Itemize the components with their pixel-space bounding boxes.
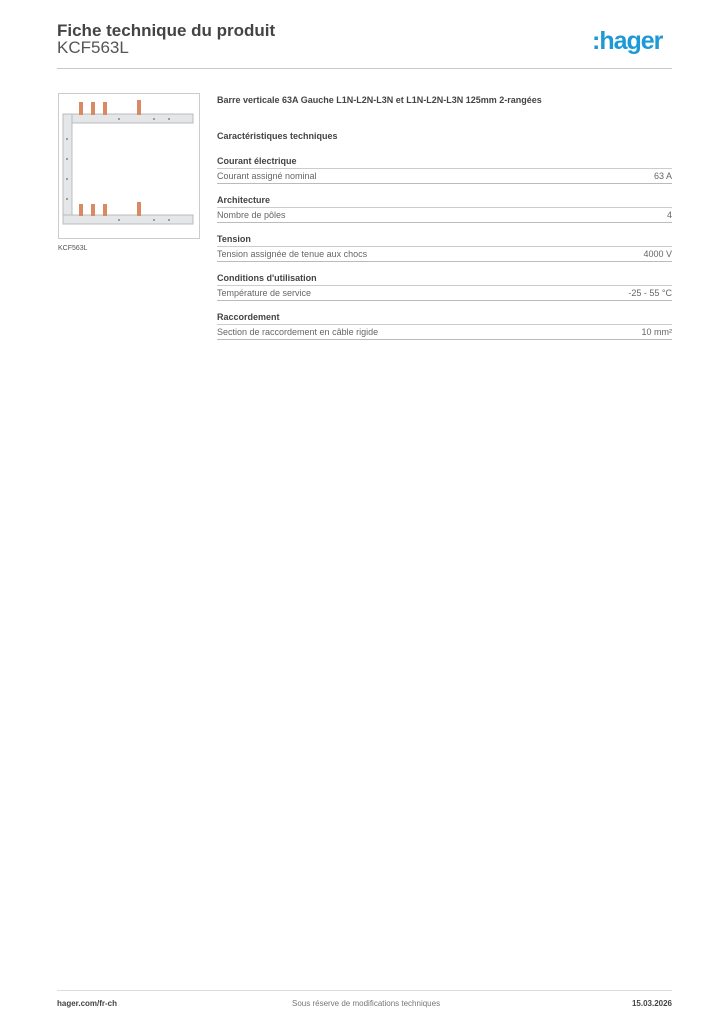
product-image <box>58 93 200 239</box>
section-title: Caractéristiques techniques <box>217 131 338 141</box>
spec-row <box>217 325 672 340</box>
spec-value: 10 mm² <box>641 327 672 337</box>
spec-group-title: Conditions d'utilisation <box>217 272 672 286</box>
spec-row <box>217 169 672 184</box>
spec-group-title: Architecture <box>217 194 672 208</box>
spec-value: -25 - 55 °C <box>628 288 672 298</box>
spec-label: Courant assigné nominal <box>217 171 317 181</box>
header-divider <box>57 68 672 69</box>
spec-group <box>217 233 672 272</box>
footer-website-link[interactable]: hager.com/fr-ch <box>57 999 118 1008</box>
spec-group <box>217 155 672 194</box>
spec-table <box>217 155 672 350</box>
spec-group-title: Raccordement <box>217 311 672 325</box>
footer-divider <box>57 990 672 991</box>
spec-label: Température de service <box>217 288 312 298</box>
spec-group <box>217 311 672 350</box>
spec-group <box>217 194 672 233</box>
page-title: Fiche technique du produit <box>57 21 276 40</box>
spec-row <box>217 208 672 223</box>
product-reference: KCF563L <box>57 38 129 57</box>
spec-value: 4000 V <box>643 249 672 259</box>
footer-notice: Sous réserve de modifications techniques <box>292 999 441 1008</box>
image-caption: KCF563L <box>58 245 88 252</box>
spec-group <box>217 272 672 311</box>
spec-group-title: Courant électrique <box>217 155 672 169</box>
spec-label: Tension assignée de tenue aux chocs <box>217 249 368 259</box>
product-title: Barre verticale 63A Gauche L1N-L2N-L3N et L1N-L2N-L3N 125mm 2-rangées <box>217 95 542 105</box>
hager-logo: :hager <box>592 27 663 55</box>
spec-value: 63 A <box>653 171 672 181</box>
footer-date: 15.03.2026 <box>631 999 672 1008</box>
spec-row <box>217 286 672 301</box>
spec-group-title: Tension <box>217 233 672 247</box>
spec-label: Nombre de pôles <box>217 210 286 220</box>
spec-label: Section de raccordement en câble rigide <box>217 327 379 337</box>
spec-row <box>217 247 672 262</box>
spec-value: 4 <box>666 210 672 220</box>
